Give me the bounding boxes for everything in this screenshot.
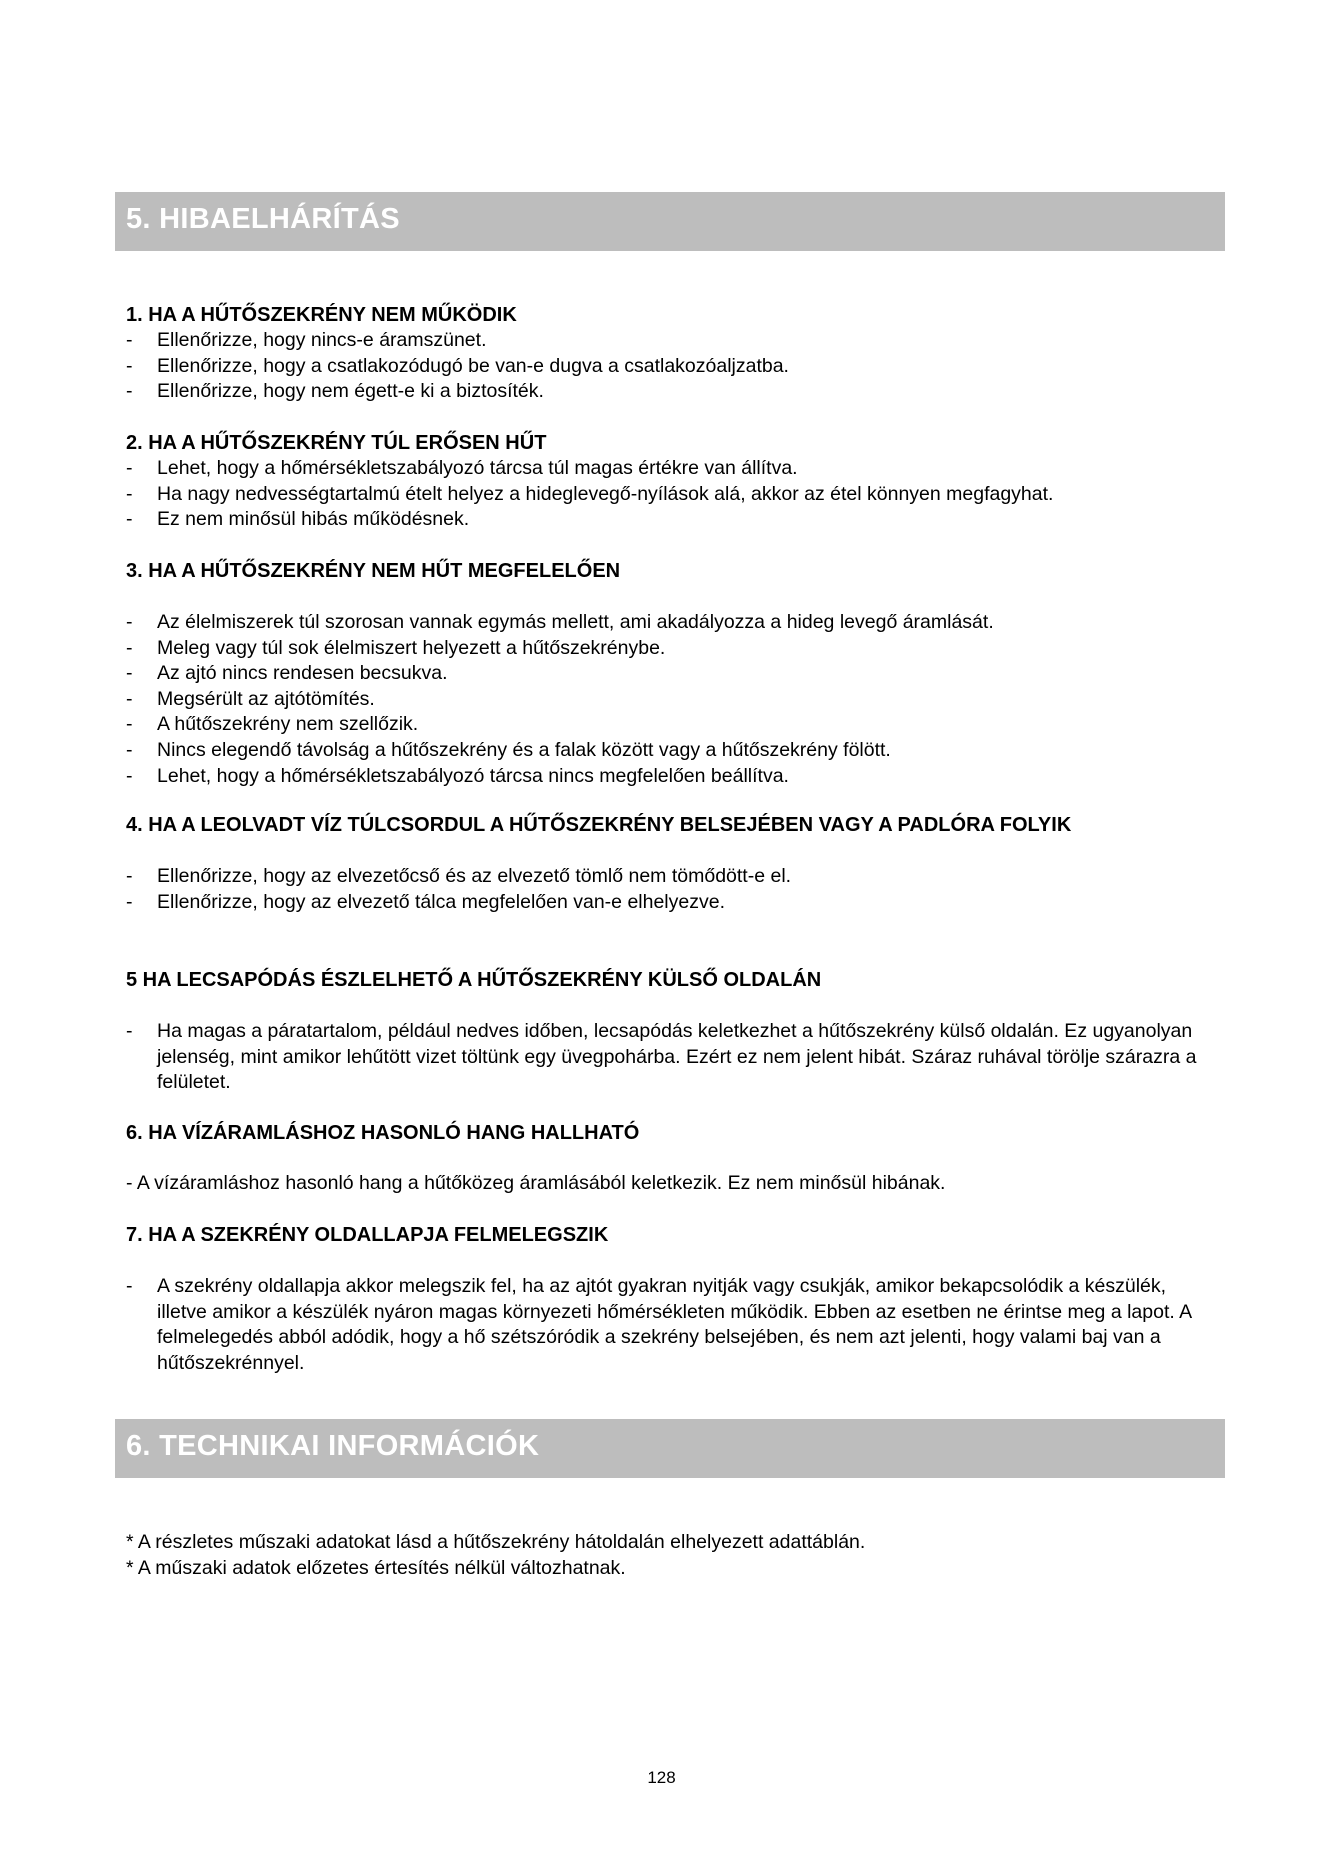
troubleshoot-block-2: [126, 430, 1216, 533]
troubleshoot-block-4: [126, 812, 1216, 915]
section-6-banner: [115, 1419, 1225, 1478]
block-3-list: [126, 610, 1216, 789]
section-6-title: 6. TECHNIKAI INFORMÁCIÓK: [126, 1430, 540, 1462]
block-2-list: [126, 456, 1216, 533]
list-item: - Az élelmiszerek túl szorosan vannak egymás mellett, ami akadályozza a hideg levegő áramlását.: [126, 610, 1216, 636]
block-1-list: [126, 328, 1216, 405]
list-item: - Az ajtó nincs rendesen becsukva.: [126, 661, 1216, 687]
block-7-heading: 7. HA A SZEKRÉNY OLDALLAPJA FELMELEGSZIK: [126, 1224, 609, 1246]
troubleshoot-block-6: [126, 1120, 1216, 1197]
block-5-heading: 5 HA LECSAPÓDÁS ÉSZLELHETŐ A HŰTŐSZEKRÉNY KÜLSŐ OLDALÁN: [126, 969, 822, 991]
troubleshoot-block-3: [126, 558, 1216, 789]
list-item: - Ellenőrizze, hogy nem égett-e ki a biztosíték.: [126, 379, 1216, 405]
list-item: - Nincs elegendő távolság a hűtőszekrény és a falak között vagy a hűtőszekrény fölött.: [126, 738, 1216, 764]
list-item: - Megsérült az ajtótömítés.: [126, 687, 1216, 713]
block-7-list: [126, 1274, 1216, 1376]
list-item: - A szekrény oldallapja akkor melegszik fel, ha az ajtót gyakran nyitják vagy csukják, amikor bekapcsolódik a készülék, illetve amikor a készülék nyáron magas környezeti hőmérsékleten működik. Ebben az esetben ne érintse meg a lapot. A felmelegedés abból adódik, hogy a hő szétszóródik a szekrény belsejében, és nem azt jelenti, hogy valami baj van a hűtőszekrénnyel.: [126, 1274, 1216, 1376]
block-4-heading: 4. HA A LEOLVADT VÍZ TÚLCSORDUL A HŰTŐSZEKRÉNY BELSEJÉBEN VAGY A PADLÓRA FOLYIK: [126, 814, 1072, 836]
block-4-list: [126, 864, 1216, 915]
list-item: - Ellenőrizze, hogy az elvezető tálca megfelelően van-e elhelyezve.: [126, 890, 1216, 916]
list-item: - Ha magas a páratartalom, például nedves időben, lecsapódás keletkezhet a hűtőszekrény külső oldalán. Ez ugyanolyan jelenség, mint amikor lehűtött vizet töltünk egy üvegpohárba. Ezért ez nem jelent hibát. Száraz ruhával törölje szárazra a felületet.: [126, 1019, 1216, 1096]
list-item: - Ellenőrizze, hogy az elvezetőcső és az elvezető tömlő nem tömődött-e el.: [126, 864, 1216, 890]
troubleshoot-block-7: [126, 1222, 1216, 1376]
section-5-banner: [115, 192, 1225, 251]
troubleshoot-block-1: [126, 302, 1216, 405]
block-2-heading: 2. HA A HŰTŐSZEKRÉNY TÚL ERŐSEN HŰT: [126, 432, 547, 454]
technical-info: [126, 1530, 1216, 1581]
troubleshoot-block-5: [126, 967, 1216, 1096]
page-number: 128: [647, 1768, 676, 1787]
list-item: - Ellenőrizze, hogy nincs-e áramszünet.: [126, 328, 1216, 354]
block-6-heading: 6. HA VÍZÁRAMLÁSHOZ HASONLÓ HANG HALLHATÓ: [126, 1122, 640, 1144]
block-1-heading: 1. HA A HŰTŐSZEKRÉNY NEM MŰKÖDIK: [126, 304, 517, 326]
tech-info-line: * A részletes műszaki adatokat lásd a hűtőszekrény hátoldalán elhelyezett adattáblán.: [126, 1531, 866, 1553]
list-item: - Lehet, hogy a hőmérsékletszabályozó tárcsa túl magas értékre van állítva.: [126, 456, 1216, 482]
list-item: - Lehet, hogy a hőmérsékletszabályozó tárcsa nincs megfelelően beállítva.: [126, 764, 1216, 790]
list-item: - Meleg vagy túl sok élelmiszert helyezett a hűtőszekrénybe.: [126, 636, 1216, 662]
list-item: - Ellenőrizze, hogy a csatlakozódugó be van-e dugva a csatlakozóaljzatba.: [126, 354, 1216, 380]
list-item: - Ez nem minősül hibás működésnek.: [126, 507, 1216, 533]
list-item: - A hűtőszekrény nem szellőzik.: [126, 712, 1216, 738]
block-6-text: - A vízáramláshoz hasonló hang a hűtőközeg áramlásából keletkezik. Ez nem minősül hibának.: [126, 1172, 946, 1194]
block-3-heading: 3. HA A HŰTŐSZEKRÉNY NEM HŰT MEGFELELŐEN: [126, 560, 621, 582]
list-item: - Ha nagy nedvességtartalmú ételt helyez a hideglevegő-nyílások alá, akkor az étel könnyen megfagyhat.: [126, 482, 1216, 508]
block-5-list: [126, 1019, 1216, 1096]
section-5-title: 5. HIBAELHÁRÍTÁS: [126, 203, 400, 235]
tech-info-line: * A műszaki adatok előzetes értesítés nélkül változhatnak.: [126, 1556, 626, 1579]
